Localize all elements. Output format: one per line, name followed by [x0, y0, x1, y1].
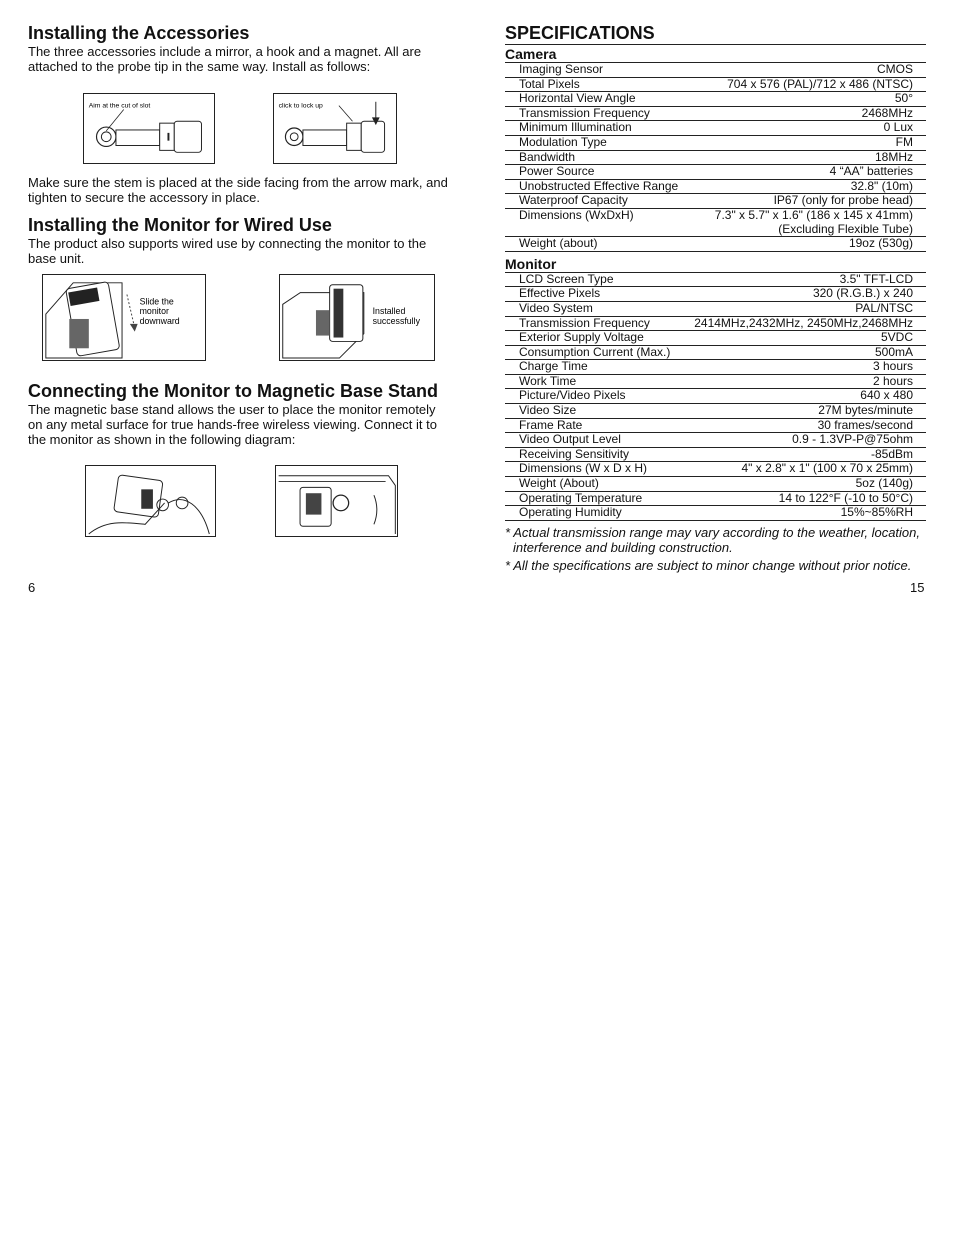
- spec-value: [877, 63, 913, 77]
- spec-value-text: 3.5" TFT-LCD: [839, 271, 913, 286]
- spec-label: Consumption Current (Max.): [519, 344, 671, 359]
- spec-value: [727, 78, 913, 92]
- spec-row: [505, 331, 926, 346]
- spec-value: [818, 419, 913, 433]
- spec-row: [505, 375, 926, 390]
- spec-value-text: 320 (R.G.B.) x 240: [812, 286, 913, 301]
- figure-label: Aim at the cut of slot: [88, 102, 151, 110]
- spec-value-text: 0.9 - 1.3VP-P@75ohm: [792, 432, 913, 447]
- spec-label: Transmission Frequency: [519, 105, 650, 120]
- spec-value-text: 4" x 2.8" x 1" (100 x 70 x 25mm): [741, 461, 913, 476]
- spec-row: [505, 477, 926, 492]
- spec-row: [505, 404, 926, 419]
- figure-label: click to lock up: [278, 102, 323, 110]
- spec-row: [505, 194, 926, 209]
- spec-value: [779, 492, 913, 506]
- figure-label: Slide the: [139, 296, 174, 307]
- figure-label: monitor: [139, 306, 169, 317]
- spec-value-text: 2 hours: [872, 373, 913, 388]
- spec-label: Video Size: [519, 403, 577, 418]
- spec-value: [875, 346, 913, 360]
- figure-installed: [279, 274, 435, 361]
- footnote-range: * Actual transmission range may vary according to the weather, location, interference and building construction.: [505, 524, 921, 555]
- spec-label: Picture/Video Pixels: [519, 388, 626, 403]
- spec-value-text: -85dBm: [870, 446, 913, 461]
- section-title-accessories: Installing the Accessories: [28, 23, 250, 43]
- spec-value: [830, 165, 913, 179]
- magnetic-figures: [28, 465, 453, 537]
- spec-value: [875, 151, 913, 165]
- spec-row: [505, 273, 926, 288]
- spec-label: Weight (about): [519, 236, 598, 251]
- spec-value-text: 14 to 122°F (-10 to 50°C): [778, 490, 913, 505]
- spec-label: Effective Pixels: [519, 286, 601, 301]
- spec-label: Modulation Type: [519, 134, 607, 149]
- spec-row: [505, 360, 926, 375]
- spec-value: [862, 107, 913, 121]
- spec-value-text: 0 Lux: [883, 120, 913, 135]
- specifications-title: SPECIFICATIONS: [505, 22, 926, 45]
- spec-row: [505, 389, 926, 404]
- spec-row: [505, 506, 926, 521]
- spec-value-text: 50°: [894, 91, 913, 106]
- spec-label: Operating Humidity: [519, 505, 622, 520]
- spec-value-text: 15%~85%RH: [840, 505, 913, 520]
- wired-figures: [28, 274, 453, 361]
- magnet-mounted-illustration: [276, 466, 397, 536]
- spec-value: [849, 237, 913, 251]
- spec-row: [505, 346, 926, 361]
- spec-row: [505, 209, 926, 237]
- probe-lock-illustration: [274, 94, 396, 163]
- spec-label: Unobstructed Effective Range: [519, 178, 679, 193]
- section-title-magnetic: Connecting the Monitor to Magnetic Base Stand: [28, 381, 439, 401]
- spec-label: Waterproof Capacity: [519, 193, 628, 208]
- spec-value-text: 7.3" x 5.7" x 1.6" (186 x 145 x 41mm): [714, 207, 913, 222]
- spec-label: Total Pixels: [519, 76, 580, 91]
- page-number-left: 6: [28, 580, 36, 595]
- spec-value: [860, 389, 913, 403]
- spec-label: Operating Temperature: [519, 490, 643, 505]
- spec-label: Receiving Sensitivity: [519, 446, 630, 461]
- spec-value-text: 32.8" (10m): [850, 178, 913, 193]
- spec-value: [896, 136, 913, 150]
- spec-value-text: 19oz (530g): [848, 236, 913, 251]
- spec-label: Dimensions (WxDxH): [519, 207, 634, 222]
- probe-tip-illustration: [84, 94, 214, 163]
- left-page: [28, 22, 453, 537]
- figure-label: downward: [139, 315, 180, 326]
- spec-value: [884, 121, 913, 135]
- footnote-specs: * All the specifications are subject to minor change without prior notice.: [505, 557, 912, 573]
- spec-value-text: 30 frames/second: [817, 417, 913, 432]
- spec-label: Minimum Illumination: [519, 120, 632, 135]
- magnetic-body: The magnetic base stand allows the user to place the monitor remotely on any metal surface for true hands-free wireless viewing. Connect it to the monitor as shown in the following diagram:: [28, 402, 437, 447]
- figure-label: successfully: [372, 315, 420, 326]
- monitor-spec-table: [505, 273, 926, 521]
- slide-monitor-illustration: [43, 275, 205, 360]
- spec-label: Power Source: [519, 164, 595, 179]
- spec-value: [813, 287, 913, 301]
- spec-value: [840, 273, 913, 287]
- spec-row: [505, 492, 926, 507]
- accessories-figures: [28, 93, 453, 164]
- spec-label: Dimensions (W x D x H): [519, 461, 648, 476]
- spec-label: Charge Time: [519, 359, 588, 374]
- spec-value: [895, 92, 913, 106]
- camera-spec-table: [505, 63, 926, 252]
- spec-value: [818, 404, 913, 418]
- spec-row: [505, 302, 926, 317]
- spec-value: [774, 194, 913, 208]
- spec-row: [505, 237, 926, 252]
- spec-value-text: IP67 (only for probe head): [773, 193, 913, 208]
- wired-body: The product also supports wired use by connecting the monitor to the base unit.: [28, 236, 427, 266]
- accessories-body: The three accessories include a mirror, a hook and a magnet. All are attached to the probe tip in the same way. Install as follows:: [28, 44, 422, 74]
- spec-label: Video Output Level: [519, 432, 621, 447]
- spec-label: Video System: [519, 300, 593, 315]
- spec-value-note: (Excluding Flexible Tube): [778, 221, 913, 236]
- spec-row: [505, 63, 926, 78]
- spec-value: [873, 360, 913, 374]
- section-title-wired: Installing the Monitor for Wired Use: [28, 215, 332, 235]
- spec-label: Exterior Supply Voltage: [519, 330, 644, 345]
- spec-row: [505, 151, 926, 166]
- spec-row: [505, 92, 926, 107]
- spec-value: [881, 331, 913, 345]
- spec-label: Imaging Sensor: [519, 62, 604, 76]
- installed-monitor-illustration: [280, 275, 434, 360]
- camera-heading: Camera: [505, 46, 926, 63]
- spec-row: [505, 180, 926, 195]
- spec-row: [505, 419, 926, 434]
- spec-value-text: 3 hours: [872, 359, 913, 374]
- spec-row: [505, 121, 926, 136]
- spec-row: [505, 78, 926, 93]
- figure-lock-up: [273, 93, 397, 164]
- spec-value-text: 500mA: [874, 344, 913, 359]
- spec-value-text: 2468MHz: [861, 105, 913, 120]
- spec-value-text: PAL/NTSC: [855, 300, 913, 315]
- spec-value: [792, 433, 913, 447]
- spec-row: [505, 462, 926, 477]
- spec-value-text: 5oz (140g): [855, 476, 913, 491]
- spec-row: [505, 433, 926, 448]
- spec-value: [715, 209, 913, 236]
- spec-value: [841, 506, 913, 520]
- spec-value-text: 18MHz: [874, 149, 913, 164]
- spec-value: [856, 477, 913, 491]
- spec-value-text: 2414MHz,2432MHz, 2450MHz,2468MHz: [694, 315, 913, 330]
- spec-value-text: FM: [895, 134, 913, 149]
- spec-row: [505, 287, 926, 302]
- spec-value-text: 5VDC: [880, 330, 913, 345]
- spec-value: [741, 462, 913, 476]
- monitor-heading: Monitor: [505, 256, 926, 273]
- spec-label: Bandwidth: [519, 149, 576, 164]
- figure-aim-slot: [83, 93, 215, 164]
- hand-connect-illustration: [86, 466, 215, 536]
- spec-value: [871, 448, 913, 462]
- spec-label: Work Time: [519, 373, 577, 388]
- spec-label: Weight (About): [519, 476, 599, 491]
- spec-label: LCD Screen Type: [519, 271, 614, 286]
- accessories-after: Make sure the stem is placed at the side facing from the arrow mark, and tighten to secure the accessory in place.: [28, 175, 448, 205]
- spec-value-text: CMOS: [877, 62, 913, 76]
- spec-value: [851, 180, 913, 194]
- spec-row: [505, 107, 926, 122]
- figure-label: Installed: [372, 306, 406, 317]
- figure-magnet-mounted: [275, 465, 398, 537]
- right-page: [505, 22, 926, 573]
- spec-label: Frame Rate: [519, 417, 583, 432]
- spec-value-text: 640 x 480: [860, 388, 913, 403]
- spec-label: Transmission Frequency: [519, 315, 650, 330]
- spec-label: Horizontal View Angle: [519, 91, 636, 106]
- spec-row: [505, 448, 926, 463]
- spec-value: [855, 302, 913, 316]
- spec-value-text: 704 x 576 (PAL)/712 x 486 (NTSC): [727, 76, 913, 91]
- spec-value-text: 4 “AA” batteries: [829, 164, 913, 179]
- spec-row: [505, 317, 926, 332]
- spec-row: [505, 136, 926, 151]
- spec-value-text: 27M bytes/minute: [818, 403, 913, 418]
- page-number-right: 15: [910, 580, 925, 595]
- figure-slide-monitor: [42, 274, 206, 361]
- spec-row: [505, 165, 926, 180]
- figure-hand-connect: [85, 465, 216, 537]
- spec-value: [694, 317, 913, 331]
- spec-value: [873, 375, 913, 389]
